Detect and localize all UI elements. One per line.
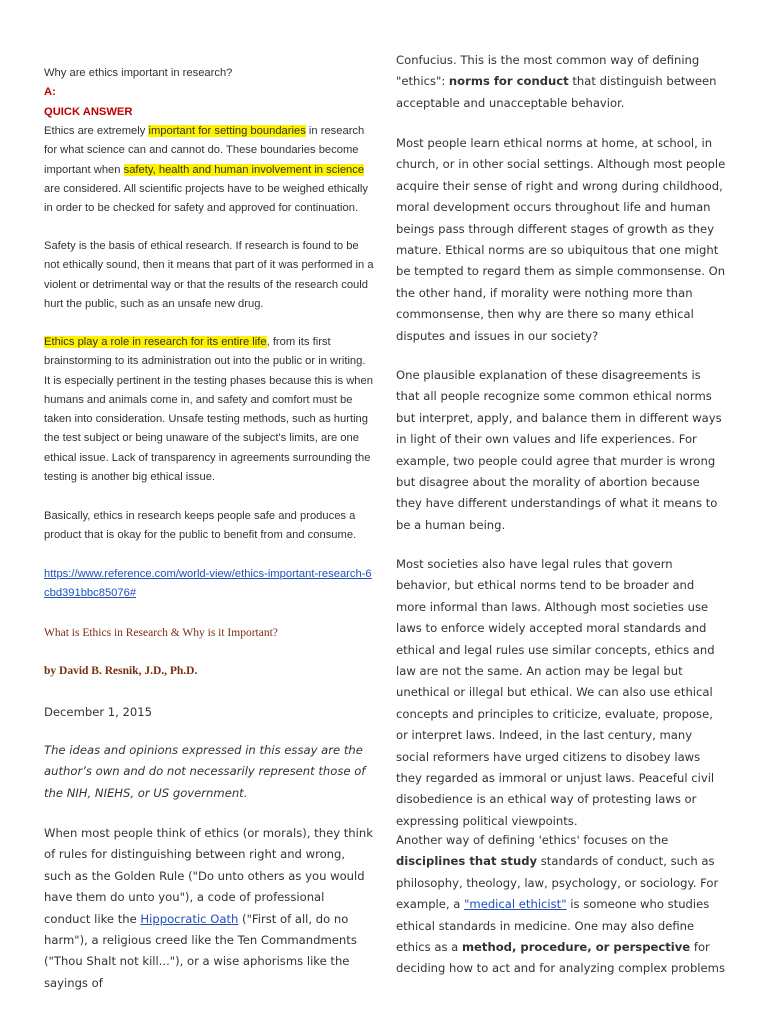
source-link[interactable]: https://www.reference.com/world-view/ethics-important-research-6cbd391bbc85076# [44,568,372,600]
quick-answer-label: QUICK ANSWER [44,106,133,118]
answer-paragraph-3: Ethics play a role in research for its entire life, from its first brainstorming to its administration out into the public or in writing. It is especially pertinent in the testing phases because this is when humans and animals come in, and safety and comfort must be taken into consideration. Unsafe testing methods, such as hurting the test subject or being unaware of the subject's limits, are one ethical issue. Lack of transparency in agreements surrounding the testing is another big ethical issue. [44,336,373,484]
article-date: December 1, 2015 [44,705,153,719]
answer-paragraph-4: Basically, ethics in research keeps people safe and produces a product that is okay for the public to benefit from and consume. [44,510,357,542]
article-paragraph-5: Most societies also have legal rules that govern behavior, but ethical norms tend to be broader and more informal than laws. Although most societies use laws to enforce widely accepted moral standards and ethical and legal rules use similar concepts, ethics and law are not the same. An action may be legal but unethical or illegal but ethical. We can also use ethical concepts and principles to criticize, evaluate, propose, or interpret laws. Indeed, in the last century, many social reformers have urged citizens to disobey laws they regarded as immoral or unjust laws. Peaceful civil disobedience is an ethical way of protesting laws or expressing political viewpoints. [396,557,715,828]
article-title: What is Ethics in Research & Why is it Important? [44,627,278,639]
answer-paragraph-2: Safety is the basis of ethical research. If research is found to be not ethically sound, then it means that part of it was performed in a violent or detrimental way or that the results of the research could hurt the public, such as an unsafe new drug. [44,240,374,310]
article-paragraph-1: When most people think of ethics (or morals), they think of rules for distinguishing between right and wrong, such as the Golden Rule ("Do unto others as you would have them do unto you"), a code of professional conduct like the Hippocratic Oath ("First of all, do no harm"), a religious creed like the Ten Commandments ("Thou Shalt not kill..."), or a wise aphorisms like the sayings of [44,826,373,990]
highlight-entire-life: Ethics play a role in research for its entire life [44,336,267,348]
bold-method-procedure: method, procedure, or perspective [461,940,691,955]
article-paragraph-4: One plausible explanation of these disagreements is that all people recognize some common ethical norms but interpret, apply, and balance them in different ways in light of their own values and life experiences. For example, two people could agree that murder is wrong but disagree about the morality of abortion because they have different understandings of what it means to be a human being. [396,368,722,532]
article-paragraph-2: Confucius. This is the most common way of defining "ethics": norms for conduct that distinguish between acceptable and unacceptable behavior. [396,53,717,110]
bold-norms-for-conduct: norms for conduct [448,74,569,89]
highlight-boundaries: important for setting boundaries [148,125,306,137]
article-paragraph-6: Another way of defining 'ethics' focuses on the disciplines that study standards of conduct, such as philosophy, theology, law, psychology, or sociology. For example, a "medical ethicist" is someone who studies ethical standards in medicine. One may also define ethics as a method, procedure, or perspective for deciding how to act and for analyzing complex problems [396,833,725,976]
disclaimer: The ideas and opinions expressed in this essay are the author’s own and do not necessarily represent those of the NIH, NIEHS, or US government. [44,743,366,800]
question-heading: Why are ethics important in research? [44,67,233,79]
bold-disciplines: disciplines that study [396,854,538,869]
article-byline: by David B. Resnik, J.D., Ph.D. [44,665,198,677]
medical-ethicist-link[interactable]: "medical ethicist" [464,897,567,912]
highlight-safety: safety, health and human involvement in science [123,163,365,176]
answer-paragraph-1: Ethics are extremely important for setting boundaries in research for what science can and cannot do. These boundaries become important when safety, health and human involvement in science are considered. All scientific projects have to be weighed ethically in order to be checked for safety and approved for continuation. [44,125,368,215]
answer-marker: A: [44,86,56,98]
hippocratic-oath-link[interactable]: Hippocratic Oath [140,911,239,926]
article-paragraph-3: Most people learn ethical norms at home, at school, in church, or in other social settings. Although most people acquire their sense of right and wrong during childhood, moral development occurs throughout life and human beings pass through different stages of growth as they mature. Ethical norms are so ubiquitous that one might be tempted to regard them as simple commonsense. On the other hand, if morality were nothing more than commonsense, then why are there so many ethical disputes and issues in our society? [396,136,726,343]
